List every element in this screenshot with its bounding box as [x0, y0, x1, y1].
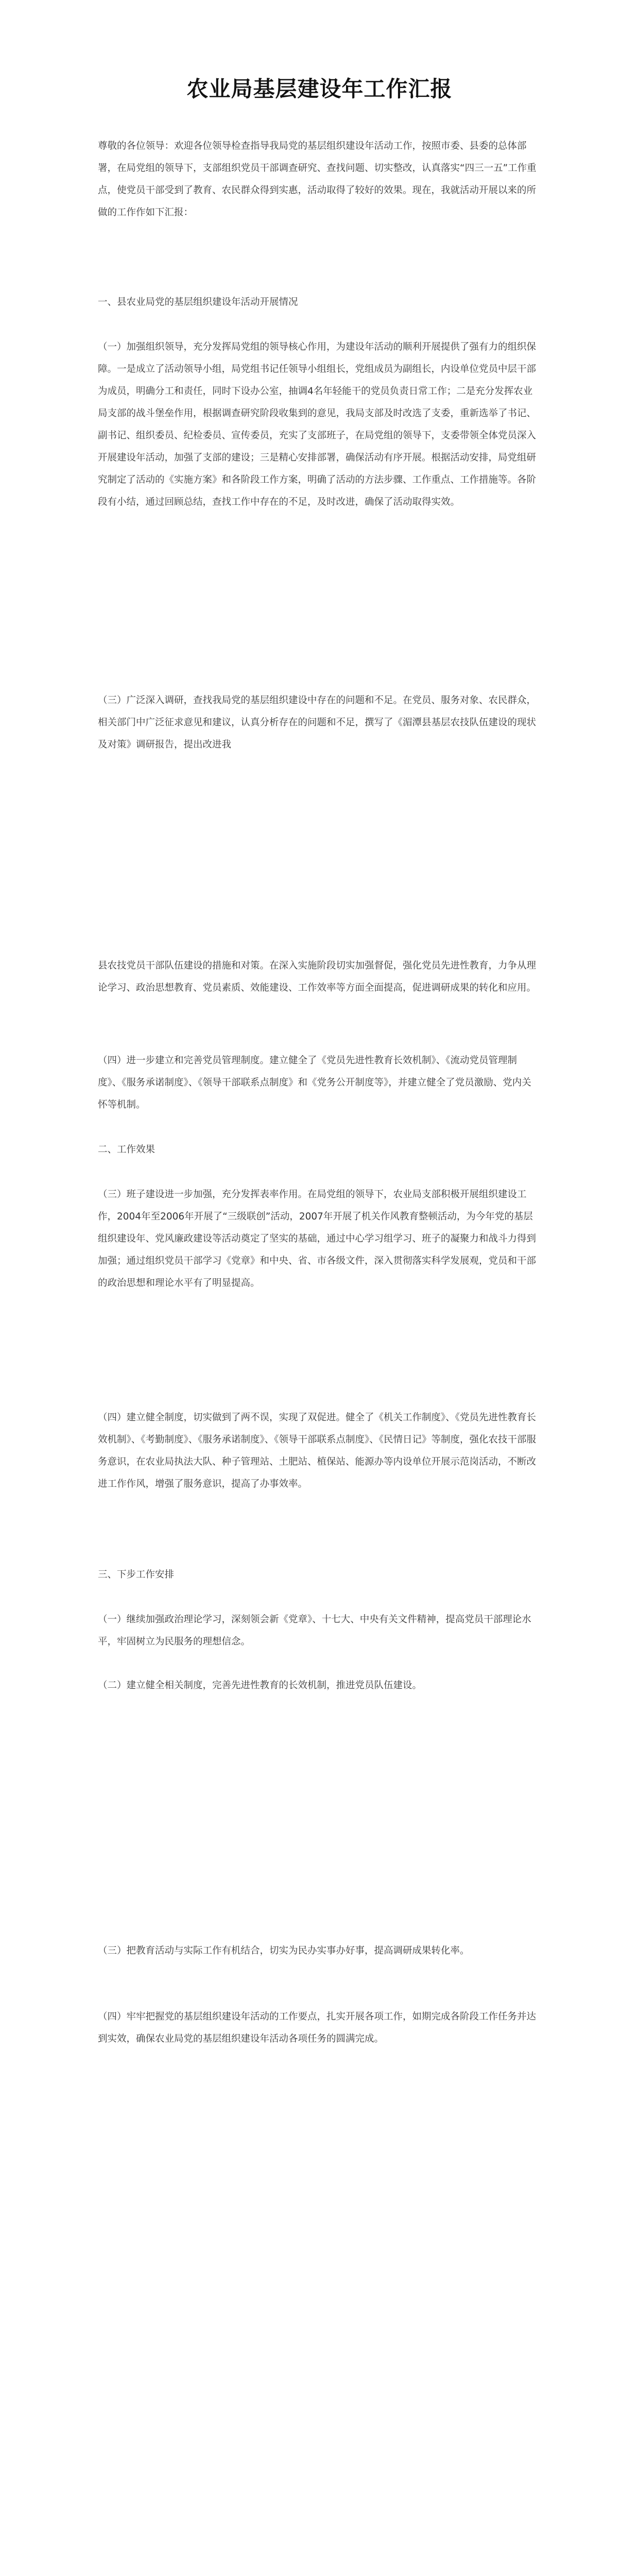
section-3-paragraph-1: （一）继续加强政治理论学习，深刻领会新《党章》、十七大、中央有关文件精神，提高党员干部理论水平，牢固树立为民服务的理想信念。 — [98, 1614, 531, 1647]
section-1-paragraph-1: （一）加强组织领导，充分发挥局党组的领导核心作用，为建设年活动的顺利开展提供了强有力的组织保障。一是成立了活动领导小组，局党组书记任领导小组组长，党组成员为副组长，内设单位党员中层干部为成员，明确分工和责任，同时下设办公室，抽调4名年轻能干的党员负责日常工作；二是充分发挥农业局支部的战斗堡垒作用，根据调查研究阶段收集到的意见，我局支部及时改选了支委，重新选举了书记、副书记、组织委员、纪检委员、宣传委员，充实了支部班子，在局党组的领导下，支委带领全体党员深入开展建设年活动，加强了支部的建设；三是精心安排部署，确保活动有序开展。根据活动安排，局党组研究制定了活动的《实施方案》和各阶段工作方案，明确了活动的方法步骤、工作重点、工作措施等。各阶段有小结，通过回顾总结，查找工作中存在的不足，及时改进，确保了活动取得实效。 — [98, 342, 537, 507]
section-1-heading: 一、县农业局党的基层组织建设年活动开展情况 — [98, 297, 298, 308]
section-2-heading: 二、工作效果 — [98, 1144, 156, 1155]
section-3-paragraph-3: （三）把教育活动与实际工作有机结合，切实为民办实事办好事，提高调研成果转化率。 — [98, 1945, 470, 1956]
section-2-paragraph-1: （三）班子建设进一步加强，充分发挥表率作用。在局党组的领导下，农业局支部积极开展组织建设工作，2004年至2006年开展了“三级联创”活动，2007年开展了机关作风教育整顿活动，为今年党的基层组织建设年、党风廉政建设等活动奠定了坚实的基础，通过中心学习组学习、班子的凝聚力和战斗力得到加强；通过组织党员干部学习《党章》和中央、省、市各级文件，深入贯彻落实科学发展观，党员和干部的政治思想和理论水平有了明显提高。 — [98, 1189, 537, 1289]
section-3-paragraph-4: （四）牢牢把握党的基层组织建设年活动的工作要点，扎实开展各项工作，如期完成各阶段工作任务并达到实效，确保农业局党的基层组织建设年活动各项任务的圆满完成。 — [98, 2011, 537, 2044]
document-title: 农业局基层建设年工作汇报 — [186, 76, 453, 101]
section-1-paragraph-3: （四）进一步建立和完善党员管理制度。建立健全了《党员先进性教育长效机制》、《流动党员管理制度》、《服务承诺制度》、《领导干部联系点制度》和《党务公开制度等》，并建立健全了党员激励、党内关怀等机制。 — [98, 1055, 531, 1110]
section-1-paragraph-2-part-1: （三）广泛深入调研，查找我局党的基层组织建设中存在的问题和不足。在党员、服务对象、农民群众，相关部门中广泛征求意见和建议，认真分析存在的问题和不足，撰写了《湄潭县基层农技队伍建设的现状及对策》调研报告，提出改进我 — [98, 695, 537, 750]
section-2-paragraph-2: （四）建立健全制度，切实做到了两不误，实现了双促进。健全了《机关工作制度》、《党员先进性教育长效机制》、《考勤制度》、《服务承诺制度》、《领导干部联系点制度》、《民情日记》等制度，强化农技干部服务意识，在农业局执法大队、种子管理站、土肥站、植保站、能源办等内设单位开展示范岗活动，不断改进工作作风，增强了服务意识，提高了办事效率。 — [98, 1412, 537, 1489]
section-1-paragraph-2-part-2: 县农技党员干部队伍建设的措施和对策。在深入实施阶段切实加强督促，强化党员先进性教育，力争从理论学习、政治思想教育、党员素质、效能建设、工作效率等方面全面提高，促进调研成果的转化和应用。 — [98, 960, 537, 993]
section-3-heading: 三、下步工作安排 — [98, 1569, 175, 1580]
section-3-paragraph-2: （二）建立健全相关制度，完善先进性教育的长效机制，推进党员队伍建设。 — [98, 1680, 422, 1691]
intro-paragraph: 尊敬的各位领导：欢迎各位领导检查指导我局党的基层组织建设年活动工作，按照市委、县委的总体部署，在局党组的领导下，支部组织党员干部调查研究、查找问题、切实整改，认真落实“四三一五”工作重点，使党员干部受到了教育、农民群众得到实惠，活动取得了较好的效果。现在，我就活动开展以来的所做的工作作如下汇报： — [98, 141, 537, 218]
